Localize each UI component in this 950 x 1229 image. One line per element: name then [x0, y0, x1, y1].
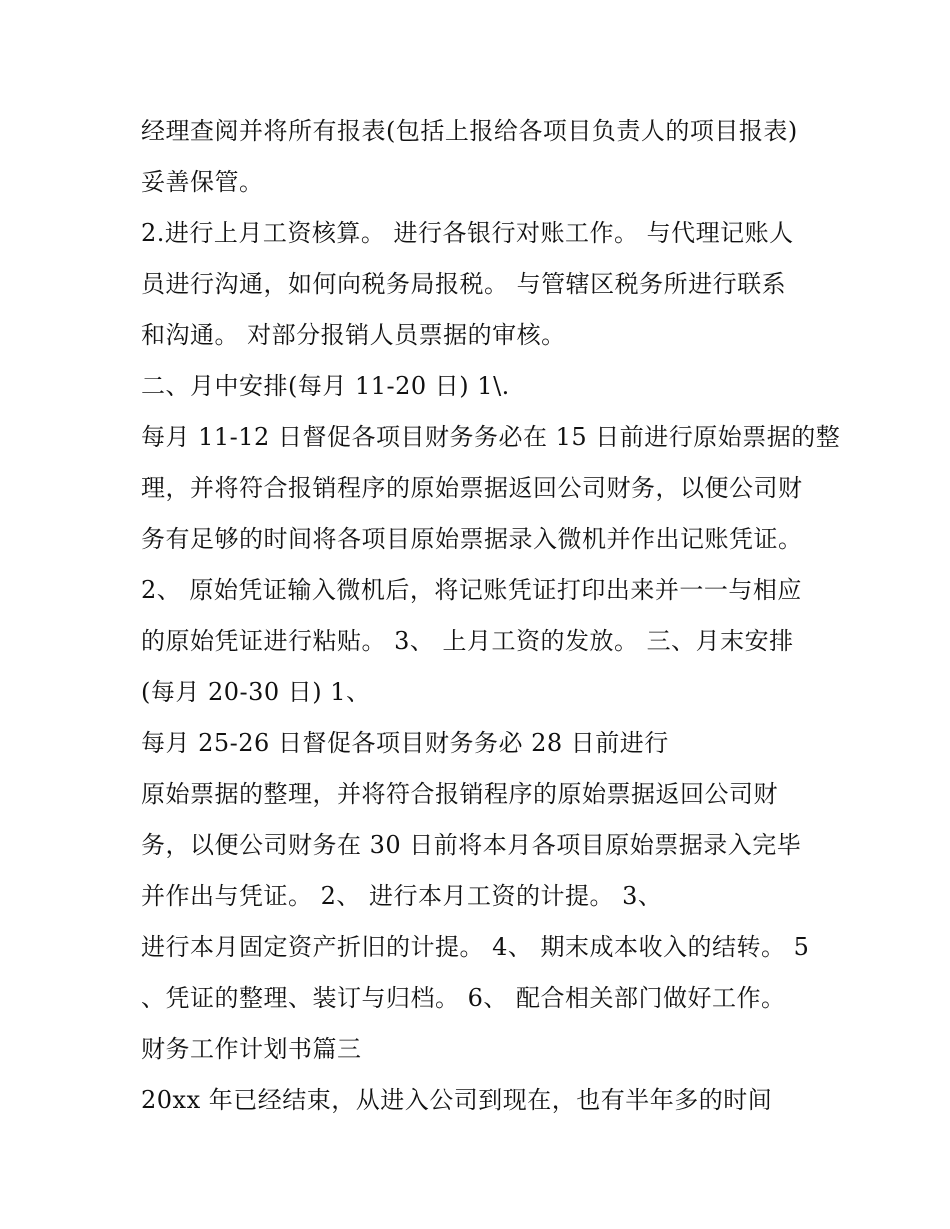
document-body — [141, 106, 841, 1126]
section-title: 财务工作计划书篇三 — [141, 1035, 362, 1063]
text-line: 2、 原始凭证输入微机后，将记账凭证打印出来并一一与相应 — [141, 576, 802, 604]
text-line: 的原始凭证进行粘贴。 3、 上月工资的发放。 三、月末安排 — [141, 627, 794, 655]
text-line: 进行本月固定资产折旧的计提。 4、 期末成本收入的结转。 5 — [141, 933, 810, 961]
text-line: 妥善保管。 — [141, 168, 264, 196]
text-line: 每月 25-26 日督促各项目财务务必 28 日前进行 — [141, 729, 669, 757]
text-line: 20xx 年已经结束，从进入公司到现在，也有半年多的时间 — [141, 1086, 773, 1114]
text-line: 、凭证的整理、装订与归档。 6、 配合相关部门做好工作。 — [141, 984, 786, 1012]
text-line: (每月 20-30 日) 1、 — [141, 678, 371, 706]
text-line: 经理查阅并将所有报表(包括上报给各项目负责人的项目报表) — [141, 117, 798, 145]
text-line: 和沟通。 对部分报销人员票据的审核。 — [141, 321, 566, 349]
text-line: 务，以便公司财务在 30 日前将本月各项目原始票据录入完毕 — [141, 831, 802, 859]
text-line: 务有足够的时间将各项目原始票据录入微机并作出记账凭证。 — [141, 525, 803, 553]
text-line: 2.进行上月工资核算。 进行各银行对账工作。 与代理记账人 — [141, 219, 794, 247]
text-line: 员进行沟通，如何向税务局报税。 与管辖区税务所进行联系 — [141, 270, 787, 298]
text-line: 并作出与凭证。 2、 进行本月工资的计提。 3、 — [141, 882, 663, 910]
text-line: 每月 11-12 日督促各项目财务务必在 15 日前进行原始票据的整 — [141, 423, 841, 451]
section-heading: 二、月中安排(每月 11-20 日) 1\. — [141, 372, 510, 400]
text-line: 原始票据的整理，并将符合报销程序的原始票据返回公司财 — [141, 780, 778, 808]
text-line: 理，并将符合报销程序的原始票据返回公司财务，以便公司财 — [141, 474, 803, 502]
